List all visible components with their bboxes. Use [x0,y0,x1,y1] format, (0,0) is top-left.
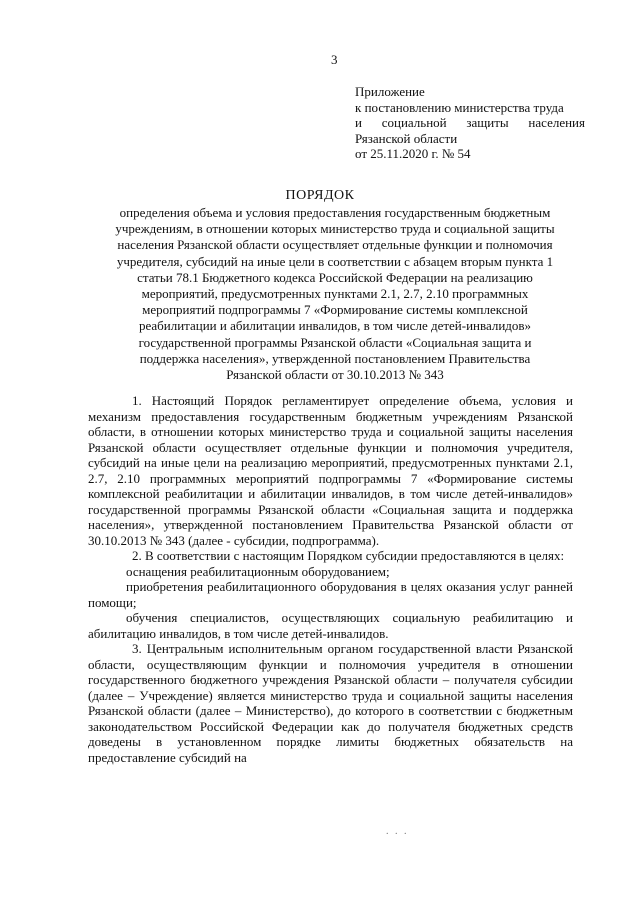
appendix-line-1: Приложение [355,84,425,99]
subtitle-line: мероприятий, предусмотренных пунктами 2.1, 2.7, 2.10 программных [141,286,529,302]
subtitle-line: учреждениям, в отношении которых министерство труда и социальной защиты [115,221,555,237]
appendix-line-2: к постановлению министерства труда [355,99,564,115]
appendix-line-3: и социальной защиты населения [355,115,585,130]
subtitle-line: государственной программы Рязанской области «Социальная защита и [138,334,532,350]
paragraph-purpose-2: приобретения реабилитационного оборудования в целях оказания услуг ранней помощи; [88,579,573,610]
paragraph-purpose-1: оснащения реабилитационным оборудованием; [126,563,390,579]
document-subtitle [85,205,585,383]
appendix-block [355,84,585,162]
appendix-line-5: от 25.11.2020 г. № 54 [355,146,471,161]
subtitle-line: мероприятий подпрограммы 7 «Формирование системы комплексной [142,302,528,318]
scan-artifact: . . . [386,826,409,837]
appendix-line-4: Рязанской области [355,130,458,146]
subtitle-line: реабилитации и абилитации инвалидов, в том числе детей-инвалидов» [138,318,532,334]
page-number: 3 [331,52,338,67]
subtitle-line: населения Рязанской области осуществляет отдельные функции и полномочия [117,237,553,253]
paragraph-1: 1. Настоящий Порядок регламентирует определение объема, условия и механизм предоставления государственным бюджетным учреждениям Рязанской области, в отношении которых министерство труда и социальной защиты населения Рязанской области осуществляет отдельные функции и полномочия учредителя, субсидий на иные цели на реализацию мероприятий, предусмотренных пунктами 2.1, 2.7, 2.10 программных мероприятий подпрограммы 7 «Формирование системы комплексной реабилитации и абилитации инвалидов, в том числе детей-инвалидов» государственной программы Рязанской области «Социальная защита и поддержка населения», утвержденной постановлением Правительства Рязанской области от 30.10.2013 № 343 (далее - субсидии, подпрограмма). [88,393,573,548]
paragraph-3: 3. Центральным исполнительным органом государственной власти Рязанской области, осуществляющим функции и полномочия учредителя в отношении государственного бюджетного учреждения Рязанской области – получателя субсидии (далее – Учреждение) является министерство труда и социальной защиты населения Рязанской области (далее – Министерство), до которого в соответствии с бюджетным законодательством Российской Федерации как до получателя бюджетных средств доведены в установленном порядке лимиты бюджетных обязательств на предоставление субсидий на [88,641,573,765]
subtitle-line: учредителя, субсидий на иные цели в соответствии с абзацем вторым пункта 1 [116,253,554,269]
document-title: ПОРЯДОК [285,188,355,203]
subtitle-line: поддержка населения», утвержденной постановлением Правительства [139,350,531,366]
subtitle-line: определения объема и условия предоставления государственным бюджетным [119,205,551,220]
paragraph-2: 2. В соответствии с настоящим Порядком субсидии предоставляются в целях: [132,548,565,563]
subtitle-line: статьи 78.1 Бюджетного кодекса Российской Федерации на реализацию [137,269,533,285]
subtitle-line: Рязанской области от 30.10.2013 № 343 [226,367,444,383]
document-body [88,393,573,765]
paragraph-purpose-3: обучения специалистов, осуществляющих социальную реабилитацию и абилитацию инвалидов, в том числе детей-инвалидов. [88,610,573,641]
